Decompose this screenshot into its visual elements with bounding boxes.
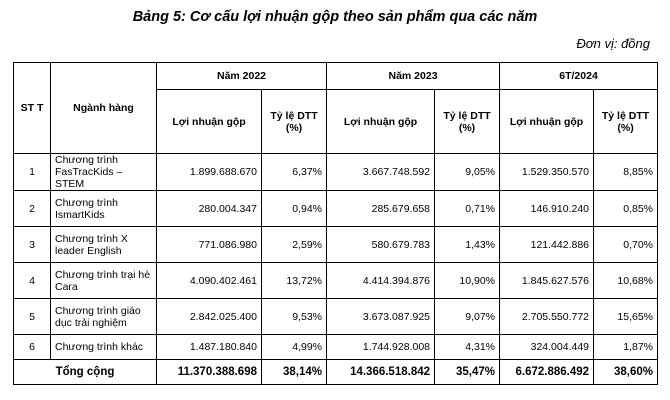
table-row bbox=[14, 299, 658, 335]
row-ratio-2023: 4,31% bbox=[435, 335, 500, 360]
row-profit-2022: 4.090.402.461 bbox=[157, 263, 262, 299]
row-ratio-6t2024: 0,85% bbox=[594, 191, 658, 227]
row-stt: 4 bbox=[14, 263, 51, 299]
header-stt: ST T bbox=[14, 63, 51, 154]
header-ratio: Tỷ lệ DTT (%) bbox=[262, 90, 327, 154]
header-profit: Lợi nhuận gộp bbox=[157, 90, 262, 154]
row-ratio-2022: 0,94% bbox=[262, 191, 327, 227]
row-ratio-6t2024: 8,85% bbox=[594, 154, 658, 191]
row-ratio-2022: 6,37% bbox=[262, 154, 327, 191]
row-profit-6t2024: 121.442.886 bbox=[500, 227, 594, 263]
row-profit-2022: 1.487.180.840 bbox=[157, 335, 262, 360]
total-row bbox=[14, 360, 658, 385]
unit-label: Đơn vị: đồng bbox=[576, 36, 650, 51]
header-category: Ngành hàng bbox=[51, 63, 157, 154]
row-ratio-6t2024: 1,87% bbox=[594, 335, 658, 360]
header-period-2023: Năm 2023 bbox=[327, 63, 500, 90]
total-ratio-2022: 38,14% bbox=[262, 360, 327, 385]
row-stt: 5 bbox=[14, 299, 51, 335]
header-period-6t2024: 6T/2024 bbox=[500, 63, 658, 90]
row-ratio-2023: 1,43% bbox=[435, 227, 500, 263]
header-period-2022: Năm 2022 bbox=[157, 63, 327, 90]
row-ratio-2023: 10,90% bbox=[435, 263, 500, 299]
row-profit-6t2024: 324.004.449 bbox=[500, 335, 594, 360]
row-name: Chương trình FasTracKids – STEM bbox=[51, 154, 157, 191]
row-profit-2023: 285.679.658 bbox=[327, 191, 435, 227]
total-label: Tổng cộng bbox=[14, 360, 157, 385]
total-profit-2022: 11.370.388.698 bbox=[157, 360, 262, 385]
row-ratio-2022: 4,99% bbox=[262, 335, 327, 360]
total-profit-2023: 14.366.518.842 bbox=[327, 360, 435, 385]
header-ratio: Tỷ lệ DTT (%) bbox=[594, 90, 658, 154]
row-stt: 3 bbox=[14, 227, 51, 263]
header-ratio: Tỷ lệ DTT (%) bbox=[435, 90, 500, 154]
row-name: Chương trình IsmartKids bbox=[51, 191, 157, 227]
table-row bbox=[14, 335, 658, 360]
row-profit-2022: 771.086.980 bbox=[157, 227, 262, 263]
row-name: Chương trình giáo dục trải nghiệm bbox=[51, 299, 157, 335]
row-profit-2023: 1.744.928.008 bbox=[327, 335, 435, 360]
row-name: Chương trình khác bbox=[51, 335, 157, 360]
row-profit-6t2024: 146.910.240 bbox=[500, 191, 594, 227]
row-ratio-6t2024: 0,70% bbox=[594, 227, 658, 263]
table-row bbox=[14, 263, 658, 299]
header-profit: Lợi nhuận gộp bbox=[327, 90, 435, 154]
table-row bbox=[14, 191, 658, 227]
row-profit-2023: 4.414.394.876 bbox=[327, 263, 435, 299]
profit-table bbox=[13, 62, 658, 385]
row-profit-2023: 580.679.783 bbox=[327, 227, 435, 263]
header-profit: Lợi nhuận gộp bbox=[500, 90, 594, 154]
row-stt: 1 bbox=[14, 154, 51, 191]
row-name: Chương trình X leader English bbox=[51, 227, 157, 263]
total-profit-6t2024: 6.672.886.492 bbox=[500, 360, 594, 385]
row-ratio-2022: 13,72% bbox=[262, 263, 327, 299]
row-ratio-2023: 9,07% bbox=[435, 299, 500, 335]
total-ratio-6t2024: 38,60% bbox=[594, 360, 658, 385]
row-profit-6t2024: 1.845.627.576 bbox=[500, 263, 594, 299]
row-stt: 2 bbox=[14, 191, 51, 227]
table-row bbox=[14, 154, 658, 191]
row-profit-2022: 280.004.347 bbox=[157, 191, 262, 227]
row-ratio-6t2024: 15,65% bbox=[594, 299, 658, 335]
row-stt: 6 bbox=[14, 335, 51, 360]
row-profit-2023: 3.667.748.592 bbox=[327, 154, 435, 191]
row-profit-2022: 1.899.688.670 bbox=[157, 154, 262, 191]
row-ratio-2022: 9,53% bbox=[262, 299, 327, 335]
row-profit-6t2024: 1.529.350.570 bbox=[500, 154, 594, 191]
total-ratio-2023: 35,47% bbox=[435, 360, 500, 385]
row-ratio-2023: 0,71% bbox=[435, 191, 500, 227]
row-profit-2023: 3.673.087.925 bbox=[327, 299, 435, 335]
row-profit-6t2024: 2.705.550.772 bbox=[500, 299, 594, 335]
table-title: Bảng 5: Cơ cấu lợi nhuận gộp theo sản phẩm qua các năm bbox=[132, 9, 538, 25]
row-profit-2022: 2.842.025.400 bbox=[157, 299, 262, 335]
row-name: Chương trình trại hè Cara bbox=[51, 263, 157, 299]
row-ratio-6t2024: 10,68% bbox=[594, 263, 658, 299]
row-ratio-2022: 2,59% bbox=[262, 227, 327, 263]
table-row bbox=[14, 227, 658, 263]
row-ratio-2023: 9,05% bbox=[435, 154, 500, 191]
